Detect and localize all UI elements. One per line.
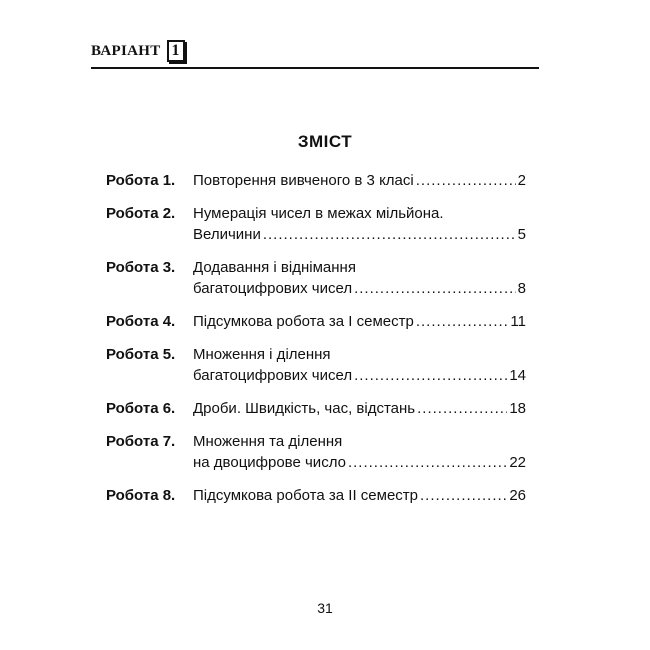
toc-entry-title: Повторення вивченого в 3 класі [193,172,414,189]
toc-entry [106,170,526,191]
dot-leader [420,485,507,506]
toc-entry-title-cont: багатоцифрових чисел [193,367,353,384]
toc-entry-title-cont: Величини [193,226,261,243]
toc-entry-title-cont: на двоцифрове число [193,454,346,471]
toc-page-number: 26 [509,487,526,504]
toc-page-number: 18 [509,400,526,417]
dot-leader [354,278,516,299]
toc-page-number: 5 [517,226,526,243]
toc-entry-title: Дроби. Швидкість, час, відстань [193,400,416,417]
dot-leader [416,311,509,332]
toc-entry [106,257,526,299]
toc-entry-label: Робота 7. [106,433,176,450]
toc-entry [106,344,526,386]
toc-entry-label: Робота 6. [106,400,176,417]
variant-number-box: 1 [167,40,185,62]
toc-entry-title: Множення і ділення [193,346,331,363]
toc-entry-title: Множення та ділення [193,433,343,450]
toc-page-number: 22 [509,454,526,471]
toc-entry-title: Підсумкова робота за I семестр [193,313,414,330]
toc-entry-label: Робота 2. [106,205,176,222]
dot-leader [417,398,507,419]
toc-entry [106,431,526,473]
toc-page-number: 11 [510,313,526,330]
toc-entry [106,485,526,506]
toc-entry-label: Робота 8. [106,487,176,504]
toc-entry-label: Робота 3. [106,259,176,276]
toc-entry-title: Нумерація чисел в межах мільйона. [193,205,444,222]
toc-page-number: 8 [517,280,526,297]
toc-page-number: 14 [509,367,526,384]
toc-entry [106,203,526,245]
dot-leader [348,452,507,473]
toc-page-number: 2 [517,172,526,189]
page-number: 31 [317,600,333,616]
toc-entry-label: Робота 1. [106,172,176,189]
dot-leader [263,224,516,245]
table-of-contents [106,170,526,518]
page-title: ЗМІСТ [297,132,353,151]
variant-label: ВАРІАНТ [91,42,161,59]
toc-entry-title-cont: багатоцифрових чисел [193,280,353,297]
header-divider [91,67,539,69]
toc-entry-label: Робота 5. [106,346,176,363]
toc-entry-title: Підсумкова робота за II семестр [193,487,418,504]
toc-entry-label: Робота 4. [106,313,176,330]
variant-header [91,38,185,64]
toc-entry-title: Додавання і віднімання [193,259,356,276]
toc-entry [106,398,526,419]
toc-entry [106,311,526,332]
dot-leader [354,365,507,386]
dot-leader [416,170,516,191]
